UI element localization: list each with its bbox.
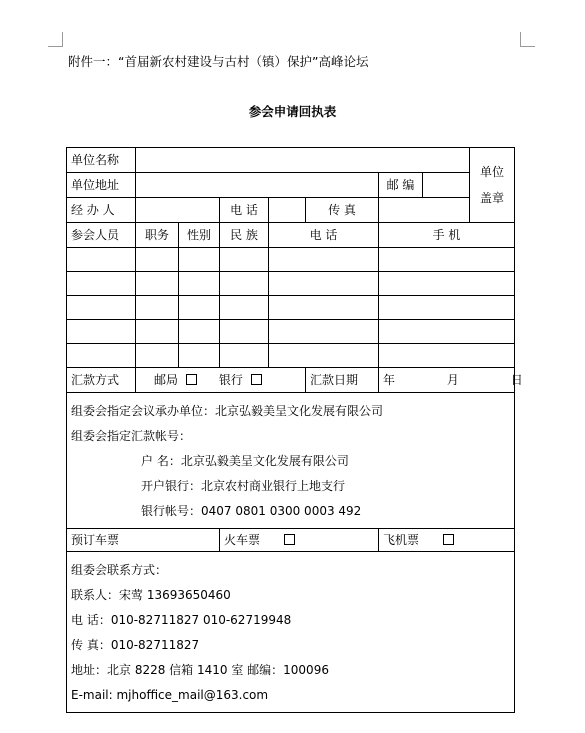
crop-mark-top-left: [48, 32, 63, 47]
plane-ticket-label: 飞机票: [383, 532, 420, 547]
unit-address-row: [67, 173, 515, 198]
participant-mobile-cell[interactable]: [379, 344, 515, 368]
bank-checkbox[interactable]: [251, 374, 262, 385]
month-label: 月: [446, 372, 459, 387]
participant-gender-cell[interactable]: [179, 296, 220, 320]
contact-fax-line: 传 真：010-82711827: [71, 638, 200, 652]
postcode-label: 邮 编: [379, 173, 423, 198]
handler-label: 经 办 人: [67, 198, 136, 223]
participant-ethnicity-cell[interactable]: [220, 272, 269, 296]
year-label: 年: [383, 372, 396, 387]
participant-ethnicity-cell[interactable]: [220, 296, 269, 320]
remit-date-field[interactable]: [379, 368, 523, 393]
participant-title-cell[interactable]: [136, 272, 179, 296]
seal-line-2: 盖章: [479, 191, 504, 205]
participant-row: [67, 296, 515, 320]
organizer-info-cell: [67, 393, 515, 529]
remit-method-label: 汇款方式: [67, 368, 136, 393]
contact-info-row: [67, 552, 515, 713]
participant-header-phone: 电 话: [269, 223, 379, 248]
plane-ticket-checkbox[interactable]: [443, 534, 454, 545]
participant-phone-cell[interactable]: [269, 320, 379, 344]
participant-name-cell[interactable]: [67, 296, 136, 320]
unit-name-row: [67, 148, 515, 173]
account-number-line: 银行帐号：0407 0801 0300 0003 492: [141, 504, 362, 518]
contact-address-line: 地址：北京 8228 信箱 1410 室 邮编：100096: [71, 663, 329, 677]
contact-person-line: 联系人：宋莺 13693650460: [71, 588, 231, 602]
train-ticket-cell: [220, 529, 379, 552]
bank-label: 银行: [218, 372, 243, 387]
contact-heading: 组委会联系方式：: [71, 563, 168, 577]
participant-gender-cell[interactable]: [179, 344, 220, 368]
participant-header-mobile: 手 机: [379, 223, 515, 248]
ticket-row: [67, 529, 515, 552]
participant-header-name: 参会人员: [67, 223, 136, 248]
participant-header-gender: 性别: [179, 223, 220, 248]
participant-title-cell[interactable]: [136, 296, 179, 320]
post-office-label: 邮局: [154, 372, 179, 387]
participant-row: [67, 344, 515, 368]
post-office-checkbox[interactable]: [186, 374, 197, 385]
participant-phone-cell[interactable]: [269, 248, 379, 272]
participant-phone-cell[interactable]: [269, 344, 379, 368]
handler-field[interactable]: [136, 198, 220, 223]
unit-name-field[interactable]: [136, 148, 470, 173]
participant-header-ethnicity: 民 族: [220, 223, 269, 248]
participant-name-cell[interactable]: [67, 272, 136, 296]
registration-form-table: [66, 147, 523, 713]
handler-row: [67, 198, 515, 223]
participant-title-cell[interactable]: [136, 344, 179, 368]
phone-field[interactable]: [269, 198, 306, 223]
participant-row: [67, 320, 515, 344]
attachment-heading: 附件一：“首届新农村建设与古村（镇）保护”高峰论坛: [68, 54, 369, 69]
contact-phone-line: 电 话：010-82711827 010-62719948: [71, 613, 292, 627]
unit-seal-cell: [470, 148, 515, 223]
contact-email-line: E-mail: mjhoffice_mail@163.com: [71, 688, 269, 702]
participant-gender-cell[interactable]: [179, 248, 220, 272]
participant-phone-cell[interactable]: [269, 296, 379, 320]
fax-label: 传 真: [306, 198, 379, 223]
participant-gender-cell[interactable]: [179, 320, 220, 344]
participant-ethnicity-cell[interactable]: [220, 248, 269, 272]
phone-label: 电 话: [220, 198, 269, 223]
account-name-line: 户 名：北京弘毅美呈文化发展有限公司: [141, 454, 349, 468]
participant-name-cell[interactable]: [67, 248, 136, 272]
unit-name-label: 单位名称: [67, 148, 136, 173]
participant-name-cell[interactable]: [67, 320, 136, 344]
participant-mobile-cell[interactable]: [379, 248, 515, 272]
participant-gender-cell[interactable]: [179, 272, 220, 296]
participant-mobile-cell[interactable]: [379, 272, 515, 296]
participant-name-cell[interactable]: [67, 344, 136, 368]
form-title: 参会申请回执表: [248, 104, 337, 119]
participant-mobile-cell[interactable]: [379, 320, 515, 344]
participant-title-cell[interactable]: [136, 320, 179, 344]
unit-address-label: 单位地址: [67, 173, 136, 198]
contact-info-cell: [67, 552, 515, 713]
crop-mark-top-right: [520, 32, 535, 47]
participant-ethnicity-cell[interactable]: [220, 320, 269, 344]
organizer-info-row: [67, 393, 515, 529]
day-label: 日: [510, 372, 523, 387]
unit-address-field[interactable]: [136, 173, 379, 198]
participants-header-row: [67, 223, 515, 248]
seal-line-1: 单位: [479, 165, 504, 179]
plane-ticket-cell: [379, 529, 515, 552]
fax-field[interactable]: [379, 198, 470, 223]
remit-date-label: 汇款日期: [306, 368, 379, 393]
participant-title-cell[interactable]: [136, 248, 179, 272]
ticket-label: 预订车票: [67, 529, 220, 552]
train-ticket-checkbox[interactable]: [284, 534, 295, 545]
postcode-field[interactable]: [423, 173, 470, 198]
participant-phone-cell[interactable]: [269, 272, 379, 296]
bank-name-line: 开户银行：北京农村商业银行上地支行: [141, 479, 346, 493]
participant-row: [67, 248, 515, 272]
participant-mobile-cell[interactable]: [379, 296, 515, 320]
train-ticket-label: 火车票: [224, 532, 261, 547]
participant-row: [67, 272, 515, 296]
organizer-host-line: 组委会指定会议承办单位：北京弘毅美呈文化发展有限公司: [71, 404, 384, 418]
participant-header-title: 职务: [136, 223, 179, 248]
participant-ethnicity-cell[interactable]: [220, 344, 269, 368]
organizer-account-heading: 组委会指定汇款帐号：: [71, 429, 192, 443]
remittance-row: [67, 368, 515, 393]
remit-method-options: [136, 368, 306, 393]
